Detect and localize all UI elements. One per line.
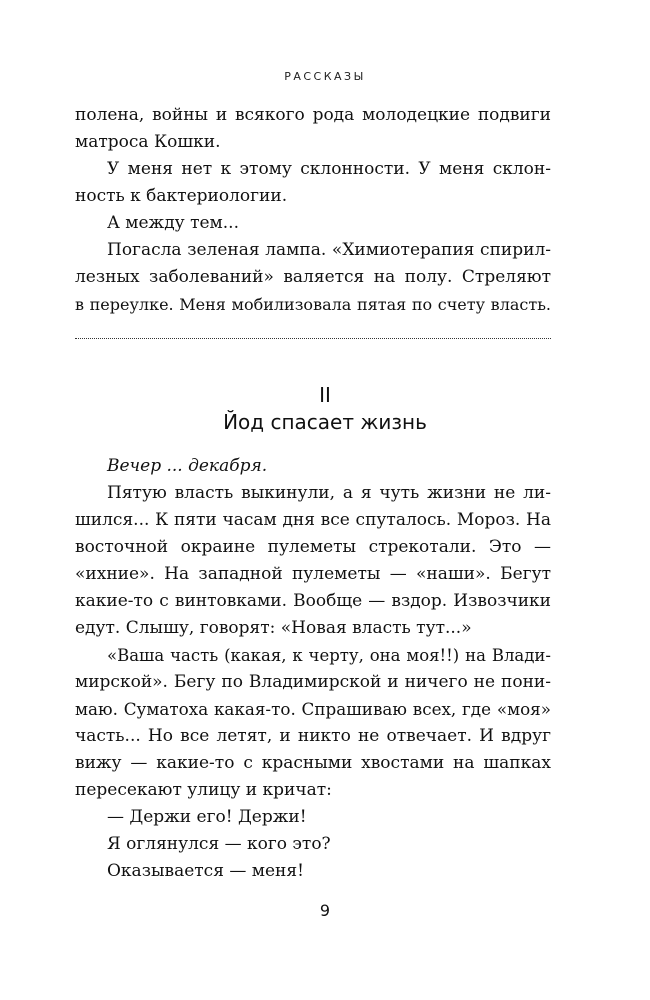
chapter-number: II — [319, 383, 331, 407]
chapter-title: Йод спасает жизнь — [223, 410, 427, 434]
text-line: маю. Суматоха какая-то. Спрашиваю всех, где «моя» — [75, 699, 551, 719]
page-number: 9 — [319, 901, 331, 920]
text-line: У меня нет к этому склонности. У меня склон- — [107, 159, 551, 179]
text-line: А между тем... — [107, 213, 239, 233]
text-line: часть... Но все летят, и никто не отвечает. И вдруг — [75, 726, 551, 746]
text-line: матроса Кошки. — [75, 132, 221, 152]
text-line: вижу — какие-то с красными хвостами на шапках — [75, 753, 551, 773]
text-line: шился... К пяти часам дня все спуталось. Мороз. На — [75, 510, 551, 530]
text-line: полена, войны и всякого рода молодецкие подвиги — [75, 105, 551, 125]
text-line: ность к бактериологии. — [75, 186, 288, 206]
section-divider — [75, 338, 551, 339]
text-line: Пятую власть выкинули, а я чуть жизни не ли- — [107, 483, 551, 503]
text-line: «Ваша часть (какая, к черту, она моя!!) на Влади- — [107, 646, 551, 665]
text-line: лезных заболеваний» валяется на полу. Стреляют — [75, 267, 551, 287]
text-line: Оказывается — меня! — [107, 861, 304, 881]
text-line: пересекают улицу и кричат: — [75, 780, 332, 800]
dateline: Вечер ... декабря. — [107, 456, 268, 476]
text-line: Погасла зеленая лампа. «Химиотерапия спирил- — [107, 240, 551, 260]
text-line: едут. Слышу, говорят: «Новая власть тут...» — [75, 618, 472, 638]
text-line: — Держи его! Держи! — [107, 807, 307, 827]
running-head: РАССКАЗЫ — [284, 70, 366, 83]
text-line: в переулке. Меня мобилизовала пятая по счету власть. — [75, 295, 551, 314]
text-line: «ихние». На западной пулеметы — «наши». Бегут — [75, 564, 551, 584]
text-line: восточной окраине пулеметы стрекотали. Это — — [75, 537, 551, 557]
text-line: мирской». Бегу по Владимирской и ничего не пони- — [75, 672, 551, 692]
text-line: Я оглянулся — кого это? — [107, 834, 331, 854]
paragraphs-top — [75, 102, 551, 318]
text-line: какие-то с винтовками. Вообще — вздор. Извозчики — [75, 591, 551, 611]
paragraphs-body — [75, 453, 551, 885]
